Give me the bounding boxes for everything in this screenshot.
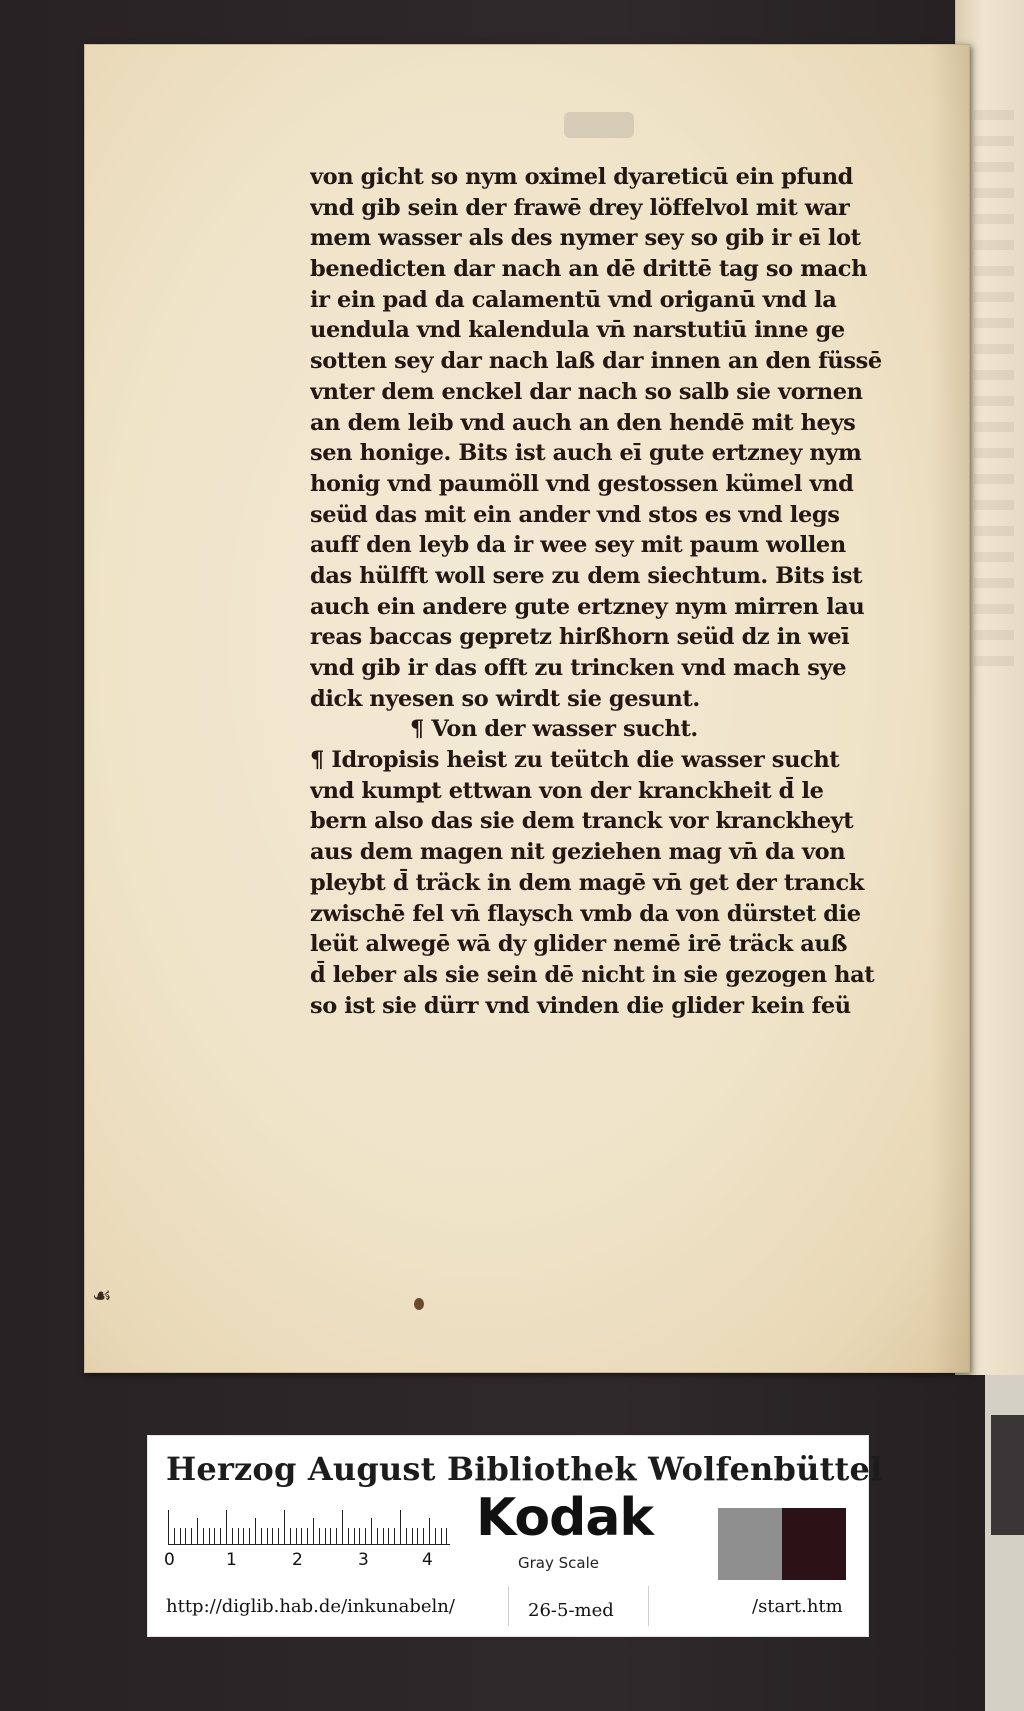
- text-line: vnter dem enckel dar nach so salb sie vornen: [310, 378, 863, 405]
- ruler-tick: [220, 1528, 221, 1544]
- ruler-tick: [180, 1528, 181, 1544]
- text-line: ir ein pad da calamentū vnd origanū vnd la: [310, 286, 837, 313]
- text-line: an dem leib vnd auch an den hendē mit heys: [310, 409, 856, 436]
- manuscript-page: [84, 44, 970, 1373]
- color-target-card: [148, 1436, 883, 1636]
- divider: [508, 1586, 509, 1626]
- printed-text-block: [310, 162, 970, 1021]
- url-suffix: /start.htm: [752, 1596, 843, 1617]
- ruler-number: 3: [358, 1550, 369, 1570]
- ruler-tick: [191, 1528, 192, 1544]
- ruler-tick: [371, 1518, 372, 1544]
- ruler-tick: [429, 1518, 430, 1544]
- ruler-tick: [238, 1528, 239, 1544]
- ruler-tick: [383, 1528, 384, 1544]
- ruler-tick: [377, 1528, 378, 1544]
- ruler-tick: [412, 1528, 413, 1544]
- ruler-tick: [290, 1528, 291, 1544]
- ruler-tick: [354, 1528, 355, 1544]
- ruler-tick: [394, 1528, 395, 1544]
- kodak-logo: Kodak: [476, 1488, 653, 1548]
- text-line: zwischē fel vn̄ flaysch vmb da von dürstet die: [310, 900, 861, 927]
- text-line: vnd gib ir das offt zu trincken vnd mach sye: [310, 655, 847, 681]
- text-line: d̄ leber als sie sein dē nicht in sie gezogen hat: [310, 961, 875, 988]
- text-line: so ist sie dürr vnd vinden die glider kein feü: [310, 992, 851, 1019]
- faded-stamp: [564, 112, 634, 138]
- ruler-tick: [296, 1528, 297, 1544]
- ruler-tick: [261, 1528, 262, 1544]
- ruler-tick: [435, 1528, 436, 1544]
- ruler-tick: [301, 1528, 302, 1544]
- ruler-tick: [226, 1510, 227, 1544]
- ruler-tick: [417, 1528, 418, 1544]
- text-line: vnd gib sein der frawē drey löffelvol mit war: [310, 194, 850, 221]
- ruler-tick: [185, 1528, 186, 1544]
- ruler-number: 4: [422, 1550, 433, 1570]
- ruler-tick: [400, 1510, 401, 1544]
- text-line: bern also das sie dem tranck vor kranckheyt: [310, 808, 854, 835]
- ruler-tick: [325, 1528, 326, 1544]
- text-line: aus dem magen nit geziehen mag vn̄ da von: [310, 839, 846, 866]
- text-line: benedicten dar nach an dē drittē tag so mach: [310, 256, 868, 283]
- ruler-tick: [174, 1528, 175, 1544]
- ruler-tick: [359, 1528, 360, 1544]
- ruler-tick: [336, 1528, 337, 1544]
- margin-mark: ☙: [92, 1284, 112, 1309]
- text-line: sotten sey dar nach laß dar innen an den füssē: [310, 348, 882, 375]
- text-line: uendula vnd kalendula vn̄ narstutiū inne ge: [310, 317, 845, 344]
- ruler-tick: [307, 1528, 308, 1544]
- adjacent-target-strip: [985, 1375, 1024, 1711]
- ruler-tick: [423, 1528, 424, 1544]
- text-line: auff den leyb da ir wee sey mit paum wollen: [310, 532, 846, 559]
- ruler-tick: [197, 1518, 198, 1544]
- ruler-tick: [446, 1528, 447, 1544]
- ruler-tick: [168, 1510, 169, 1544]
- ruler-tick: [441, 1528, 442, 1544]
- ruler-tick: [388, 1528, 389, 1544]
- ruler-number: 1: [226, 1550, 237, 1570]
- url-id: 26-5-med: [528, 1600, 614, 1621]
- text-line: das hülfft woll sere zu dem siechtum. Bits ist: [310, 562, 863, 589]
- ruler-tick: [348, 1528, 349, 1544]
- text-line: mem wasser als des nymer sey so gib ir eī lot: [310, 225, 861, 252]
- ruler-tick: [255, 1518, 256, 1544]
- text-line: honig vnd paumöll vnd gestossen kümel vnd: [310, 470, 854, 497]
- ruler-tick: [406, 1528, 407, 1544]
- ruler-tick: [214, 1528, 215, 1544]
- ruler-tick: [267, 1528, 268, 1544]
- gray-scale-label: Gray Scale: [518, 1554, 599, 1572]
- ruler-numbers: [164, 1550, 454, 1570]
- ruler-tick: [272, 1528, 273, 1544]
- ruler-tick: [365, 1528, 366, 1544]
- ruler-tick: [313, 1518, 314, 1544]
- ruler-tick: [342, 1510, 343, 1544]
- ruler-tick: [209, 1528, 210, 1544]
- gray-swatch: [718, 1508, 782, 1580]
- ruler-number: 0: [164, 1550, 175, 1570]
- text-line: ¶ Idropisis heist zu teütch die wasser sucht: [310, 747, 840, 774]
- ruler-tick: [278, 1528, 279, 1544]
- ruler-tick: [203, 1528, 204, 1544]
- library-name: Herzog August Bibliothek Wolfenbüttel: [166, 1450, 883, 1488]
- ruler-number: 2: [292, 1550, 303, 1570]
- text-line: dick nyesen so wirdt sie gesunt.: [310, 685, 700, 712]
- url-base: http://diglib.hab.de/inkunabeln/: [166, 1596, 455, 1617]
- divider: [648, 1586, 649, 1626]
- text-line: ¶ Von der wasser sucht.: [410, 716, 698, 743]
- ruler-tick: [330, 1528, 331, 1544]
- ruler-tick: [319, 1528, 320, 1544]
- text-line: vnd kumpt ettwan von der kranckheit d̄ le: [310, 777, 824, 804]
- dark-swatch: [782, 1508, 846, 1580]
- text-line: leüt alwegē wā dy glider nemē irē träck auß: [310, 931, 848, 958]
- ink-spot: [414, 1298, 424, 1310]
- ruler-tick: [243, 1528, 244, 1544]
- text-line: von gicht so nym oximel dyareticū ein pfund: [310, 164, 853, 190]
- text-line: seüd das mit ein ander vnd stos es vnd legs: [310, 501, 840, 528]
- ruler-tick: [232, 1528, 233, 1544]
- text-line: auch ein andere gute ertzney nym mirren lau: [310, 593, 865, 620]
- ruler-tick: [284, 1510, 285, 1544]
- text-line: pleybt d̄ träck in dem magē vn̄ get der tranck: [310, 869, 864, 896]
- ruler-tick: [249, 1528, 250, 1544]
- ruler-scale: [168, 1508, 450, 1545]
- text-line: sen honige. Bits ist auch eī gute ertzney nym: [310, 440, 862, 467]
- text-line: reas baccas gepretz hirßhorn seüd dz in weī: [310, 624, 850, 651]
